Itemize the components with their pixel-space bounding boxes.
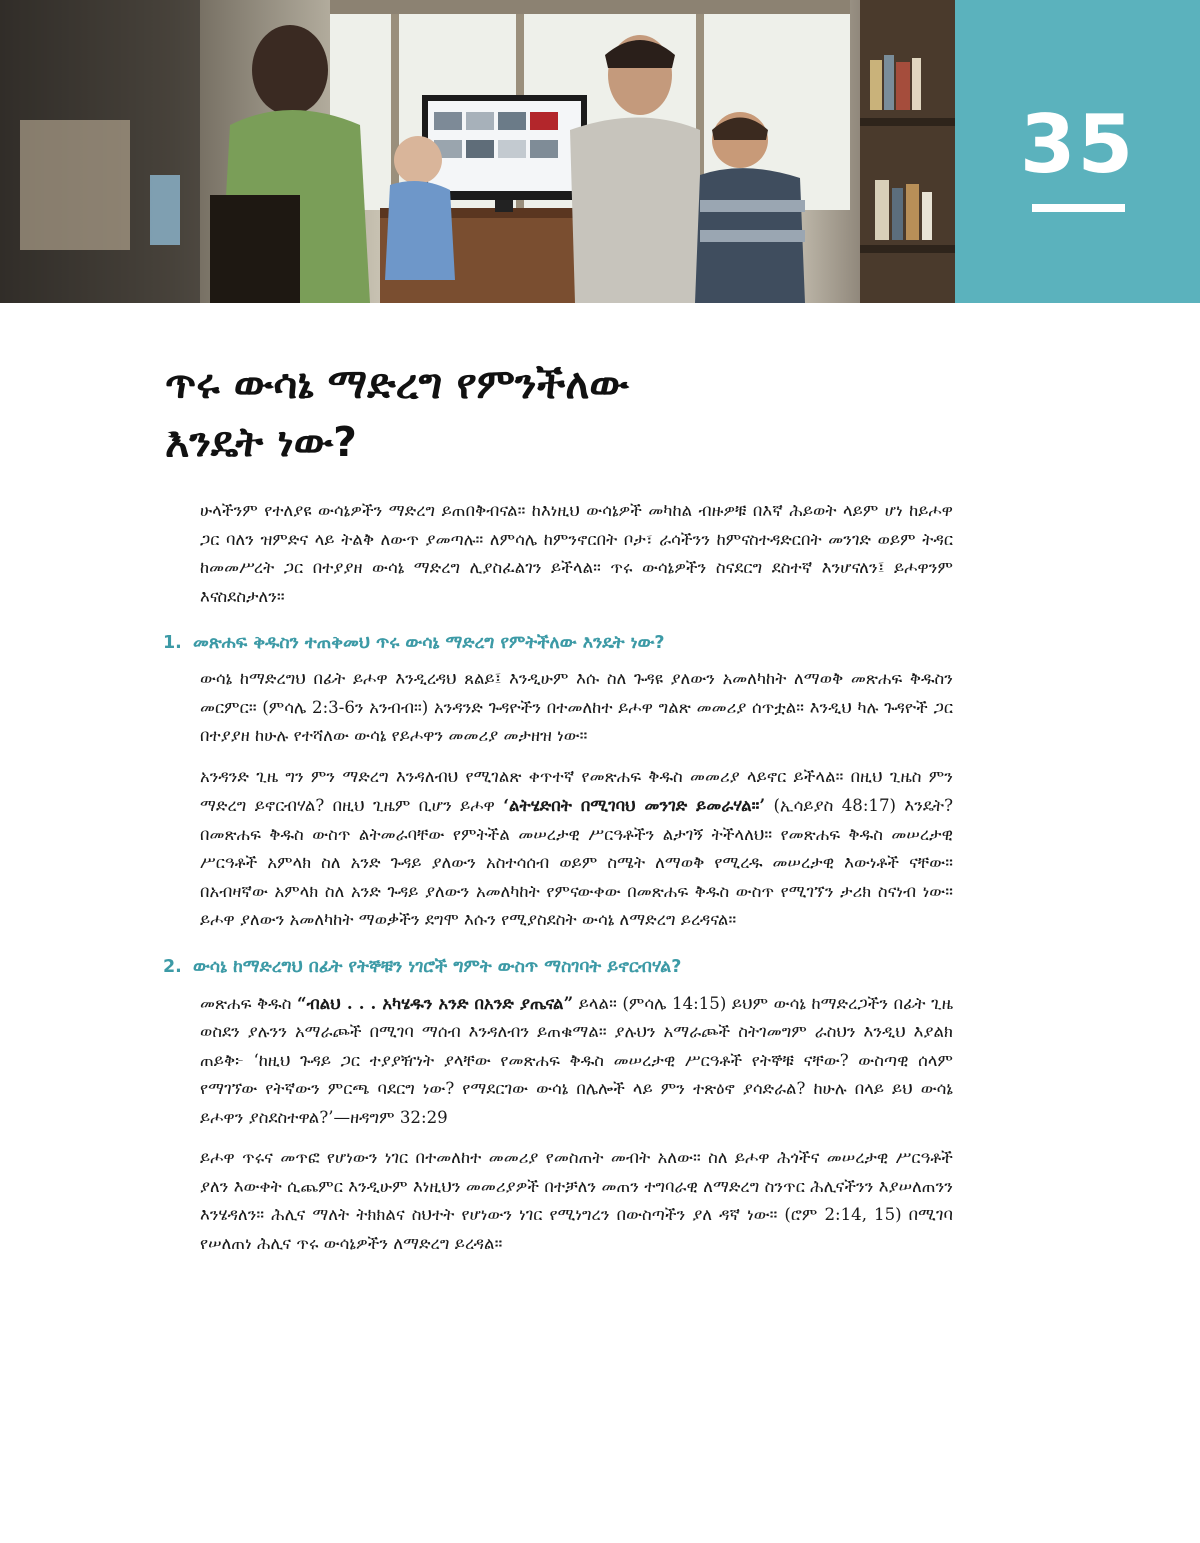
section-1-p2-text-b: (ኢሳይያስ 48:17) እንዴት? በመጽሐፍ ቅዱስ ውስጥ ልትመራባቸው የምትችል መሠረታዊ ሥርዓቶችን ልታገኝ ትችላለህ። የመጽሐፍ ቅዱስ መሠረታዊ ሥርዓቶች አምላክ ስለ አንድ ጉዳይ ያለውን አስተሳሰብ ወይም ስሜት ለማወቅ የሚረዱ መሠረታዊ እውነቶች ናቸው። በአብዛኛው አምላክ ስለ አንድ ጉዳይ ያለውን አመለካከት የምናውቀው በመጽሐፍ ቅዱስ ውስጥ የሚገኘን ታሪክ ስናነብ ነው። ይሖዋ ያለውን አመለካከት ማወቃችን ደግሞ እሱን የሚያስደስት ውሳኔ ለማድረግ ይረዳናል። <box>200 796 953 929</box>
question-2-heading <box>163 953 953 981</box>
question-1-text: መጽሐፍ ቅዱስን ተጠቅመህ ጥሩ ውሳኔ ማድረግ የምትችለው እንዴት ነው? <box>193 633 665 653</box>
section-2-p1-text-b: ይላል። (ምሳሌ 14:15) ይህም ውሳኔ ከማድረጋችን በፊት ጊዜ ወስደን ያሉንን አማራጮች በሚገባ ማሰብ እንዳለብን ይጠቁማል። ያሉህን አማራጮች ስትገመግም ራስህን እንዲህ እያልክ ጠይቅ፦ ‘ከዚህ ጉዳይ ጋር ተያያዥነት ያላቸው የመጽሐፍ ቅዱስ መሠረታዊ ሥርዓቶች የትኞቹ ናቸው? ውስጣዊ ሰላም የማገኘው የትኛውን ምርጫ ባደርግ ነው? የማደርገው ውሳኔ በሌሎች ላይ ምን ተጽዕኖ ያሳድራል? ከሁሉ በላይ ይህ ውሳኔ ይሖዋን ያስደስተዋል?’—ዘዳግም 32:29 <box>200 993 954 1127</box>
question-1-number: 1. <box>163 633 182 653</box>
section-2-p1-quote: “ብልህ . . . አካሄዱን አንድ በአንድ ያጤናል” <box>297 992 574 1013</box>
page-title <box>165 355 885 471</box>
question-2-number: 2. <box>163 956 182 977</box>
lesson-badge <box>955 0 1200 303</box>
section-2-paragraph-1 <box>163 989 953 1133</box>
lesson-number: 35 <box>1019 98 1136 191</box>
section-1-paragraph-1: ውሳኔ ከማድረግህ በፊት ይሖዋ እንዲረዳህ ጸልይ፤ እንዲሁም እሱ ስለ ጉዳዩ ያለውን አመለካከት ለማወቅ መጽሐፍ ቅዱስን መርምር። (ምሳሌ 2:3-6ን አንብብ።) አንዳንድ ጉዳዮችን በተመለከተ ይሖዋ ግልጽ መመሪያ ሰጥቷል። እንዲህ ካሉ ጉዳዮች ጋር በተያያዘ ከሁሉ የተሻለው ውሳኔ የይሖዋን መመሪያ መታዘዝ ነው። <box>200 669 953 745</box>
question-2-text: ውሳኔ ከማድረግህ በፊት የትኞቹን ነገሮች ግምት ውስጥ ማስገባት ይኖርብሃል? <box>193 956 682 977</box>
section-2-paragraph-2: ይሖዋ ጥሩና መጥፎ የሆነውን ነገር በተመለከተ መመሪያ የመስጠት መብት አለው። ስለ ይሖዋ ሕጎችና መሠረታዊ ሥርዓቶች ያለን እውቀት ሲጨምር እንዲሁም እነዚህን መመሪያዎች በተቻለን መጠን ተግባራዊ ለማድረግ ስንጥር ሕሊናችንን እያሠለጠንን እንሄዳለን። ሕሊና ማለት ትክክልና ስህተት የሆነውን ነገር የሚነግረን በውስጣችን ያለ ዳኛ ነው። (ሮም 2:14, 15) በሚገባ የሠለጠነ ሕሊና ጥሩ ውሳኔዎችን ለማድረግ ይረዳል። <box>200 1148 953 1253</box>
hero-photo <box>0 0 955 303</box>
question-1-heading <box>163 629 953 657</box>
section-1-paragraph-2 <box>163 763 953 935</box>
family-computer-illustration <box>0 0 955 303</box>
section-2-p1-text-a: መጽሐፍ ቅዱስ <box>200 993 298 1013</box>
section-1-p2-text-a: አንዳንድ ጊዜ ግን ምን ማድረግ እንዳለብህ የሚገልጽ ቀጥተኛ የመጽሐፍ ቅዱስ መመሪያ ላይኖር ይችላል። በዚህ ጊዜስ ምን ማድረግ ይኖርብሃል? በዚህ ጊዜም ቢሆን ይሖዋ <box>200 766 953 815</box>
lesson-number-underline <box>1032 204 1125 212</box>
intro-paragraph: ሁላችንም የተለያዩ ውሳኔዎችን ማድረግ ይጠበቅብናል። ከእነዚህ ውሳኔዎች መካከል ብዙዎቹ በእኛ ሕይወት ላይም ሆነ ከይሖዋ ጋር ባለን ዝምድና ላይ ትልቅ ለውጥ ያመጣሉ። ለምሳሌ ከምንኖርበት ቦታ፣ ራሳችንን ከምናስተዳድርበት መንገድ ወይም ትዳር ከመመሥረት ጋር በተያያዘ ውሳኔ ማድረግ ሊያስፈልገን ይችላል። ጥሩ ውሳኔዎችን ስናደርግ ደስተኛ እንሆናለን፤ ይሖዋንም እናስደስታለን። <box>200 501 953 606</box>
section-1-p2-quote: ‘ልትሄድበት በሚገባህ መንገድ ይመራሃል።’ <box>503 795 766 815</box>
title-line-1: ጥሩ ውሳኔ ማድረግ የምንችለው <box>165 360 629 408</box>
lesson-content <box>163 497 953 1270</box>
title-line-2: እንዴት ነው? <box>165 418 357 466</box>
